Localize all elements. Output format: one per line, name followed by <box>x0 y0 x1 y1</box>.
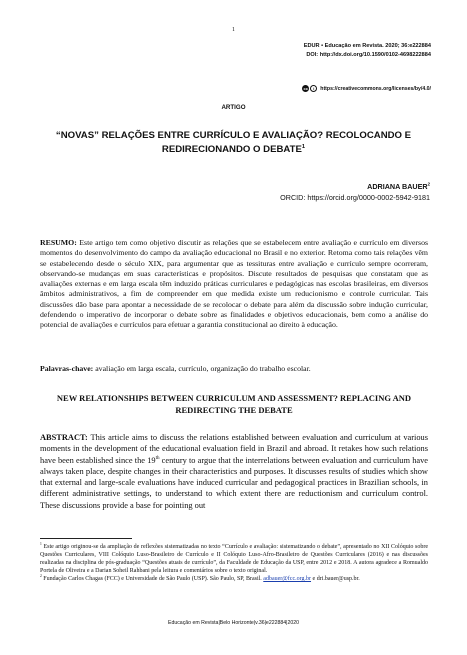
footnote-2-text: Fundação Carlos Chagas (FCC) e Universidade de São Paulo (USP). São Paulo, SP, Brasil. <box>43 576 262 583</box>
keywords-text: avaliação em larga escala, currículo, organização do trabalho escolar. <box>95 364 311 373</box>
resumo-label: RESUMO: <box>40 238 77 247</box>
title-footnote-marker[interactable]: 1 <box>301 143 306 150</box>
email-link-2[interactable]: dri.bauer@usp.br. <box>316 576 360 583</box>
article-title-en: NEW RELATIONSHIPS BETWEEN CURRICULUM AND ASSESSMENT? REPLACING AND REDIRECTING THE DEBATE <box>56 393 412 415</box>
page-number: 1 <box>232 27 235 33</box>
license-line <box>302 85 431 92</box>
footnote-1-text: Este artigo originou-se da ampliação de reflexões sistematizadas no texto “Currículo e avaliação: sistematizando o debate”, apresentado no XII Colóquio sobre Questões Curriculares, VIII Colóquio Luso-Brasileiro de Currículo e II Colóquio Luso-Afro-Brasileiro de Questões Curriculares (2016) e nas discussões realizadas na disciplina de pós-graduação “Questões atuais de currículo”, da Faculdade de Educação da USP, entre 2012 e 2018. A autora agradece a Romualdo Portela de Oliveira e a Darian Soheil Rahbani pela leitura e comentários sobre o texto original. <box>40 544 429 575</box>
journal-citation: EDUR • Educação em Revista. 2020; 36:e222884 <box>303 43 431 49</box>
journal-header <box>304 42 431 59</box>
author-name-text: ADRIANA BAUER <box>367 182 428 191</box>
title-pt-text: “NOVAS” RELAÇÕES ENTRE CURRÍCULO E AVALIAÇÃO? RECOLOCANDO E REDIRECIONANDO O DEBATE <box>55 130 412 155</box>
abstract-ordinal: th <box>155 455 160 461</box>
resumo-paragraph <box>40 238 428 331</box>
footnote-2 <box>40 575 428 583</box>
footnote-separator <box>40 538 132 539</box>
running-footer: Educação em Revista|Belo Horizonte|v.36|e222884|2020 <box>167 620 300 626</box>
article-title-pt <box>40 129 427 157</box>
doi-link[interactable]: DOI: http://dx.doi.org/10.1590/0102-4698222884 <box>306 51 431 58</box>
email-link-1[interactable]: adbauer@fcc.org.br <box>263 576 312 583</box>
footnote-1 <box>40 543 428 575</box>
footnotes <box>40 543 428 583</box>
abstract-label: ABSTRACT: <box>40 433 88 442</box>
email-separator: e <box>311 576 317 583</box>
author-name <box>367 182 430 191</box>
abstract-text-2: century to argue that the interrelations between evaluation and curriculum have always taken place, despite changes in their characteristics and purposes. It discusses results of studies which show that external and large-scale evaluations have induced curricular and pedagogical practices in Brazilian schools, in different administrative settings, to understand to which extent there are reductionism and curriculum control. These discussions provide a base for pointing out <box>40 455 428 510</box>
keywords-paragraph <box>40 364 428 374</box>
author-footnote-marker[interactable]: 2 <box>427 181 430 187</box>
article-type: ARTIGO <box>221 104 246 111</box>
author-orcid[interactable]: ORCID: https://orcid.org/0000-0002-5942-9181 <box>280 193 430 202</box>
resumo-text: Este artigo tem como objetivo discutir as relações que se estabelecem entre avaliação e currículo em diversos momentos do desenvolvimento do campo da avaliação educacional no Brasil e no exterior. Retoma como tais relações vêm se estabelecendo desde o século XIX, para argumentar que as tessituras entre avaliação e currículo sempre ocorreram, observando-se mudanças em suas características e propósitos. Discute resultados de pesquisas que constatam que as avaliações externas e em larga escala têm induzido práticas curriculares e pedagógicas nas escolas brasileiras, em diversos âmbitos administrativos, a fim de compreender em que medida existe um reducionismo e controle curricular. Tais discussões dão base para apontar a necessidade de se recolocar o debate para além da discussão sobre indução curricular, defendendo o imperativo de incorporar o debate sobre as finalidades e objetivos educacionais, bem como a análise do potencial de avaliações e currículos para efetuar a garantia constitucional ao direito à educação. <box>40 238 428 330</box>
footnote-1-marker: 1 <box>40 542 42 546</box>
footnote-2-marker: 2 <box>40 574 42 579</box>
abstract-paragraph <box>40 432 428 511</box>
license-link[interactable]: https://creativecommons.org/licenses/by/4.0/ <box>320 85 431 92</box>
keywords-label: Palavras-chave: <box>40 364 94 373</box>
creative-commons-by-icon[interactable]: cc i <box>302 85 317 92</box>
abstract-text-1: This article aims to discuss the relations established between evaluation and curriculum at various moments in the development of the educational evaluation field in Brazil and abroad. It retakes how such relations have been established since the 19 <box>40 433 428 465</box>
